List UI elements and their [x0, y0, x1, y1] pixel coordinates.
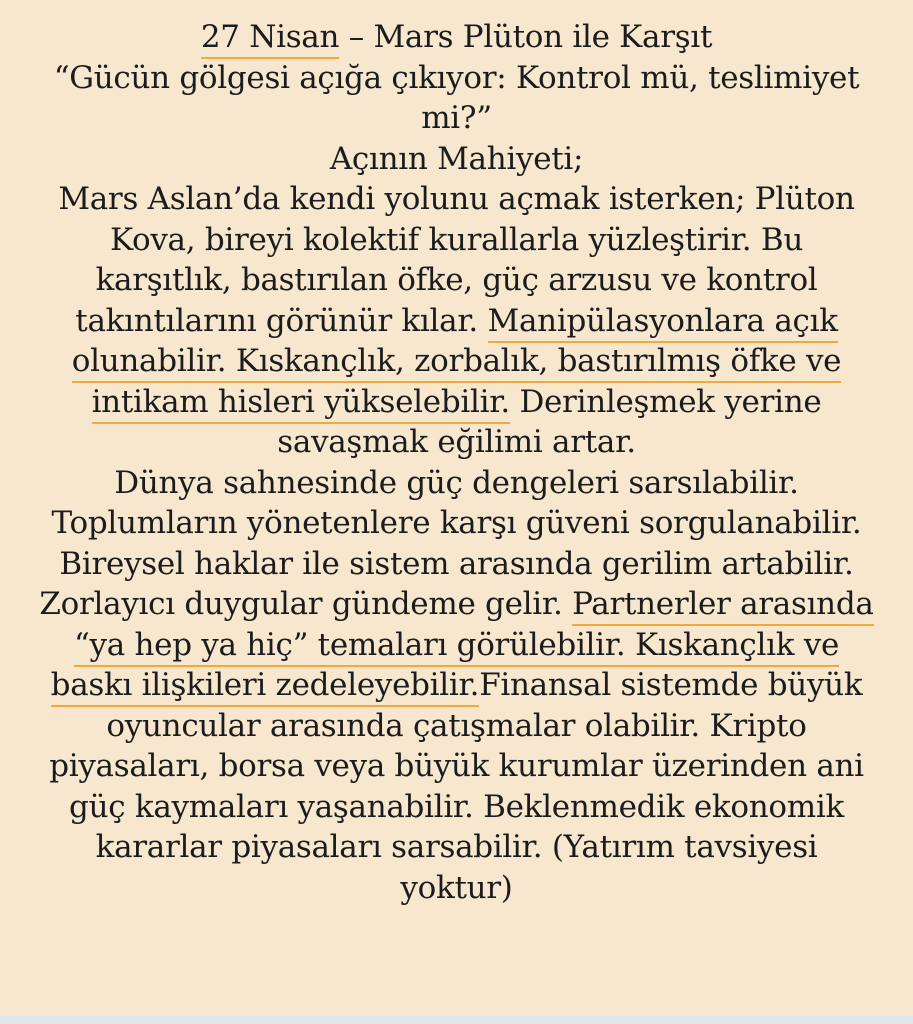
paragraph-line	[6, 584, 907, 625]
paragraph-line: karşıtlık, bastırılan öfke, güç arzusu ve kontrol	[95, 262, 818, 298]
paragraph-line	[6, 301, 907, 342]
bottom-strip	[0, 1016, 913, 1024]
highlighted-text: intikam hisleri yükselebilir.	[92, 384, 510, 424]
paragraph-line: kararlar piyasaları sarsabilir. (Yatırım tavsiyesi	[95, 829, 818, 865]
paragraph-line: yoktur)	[400, 869, 513, 906]
quote-line-1: “Gücün gölgesi açığa çıkıyor: Kontrol mü, teslimiyet	[53, 59, 860, 96]
quote-line-2: mi?”	[421, 100, 492, 136]
paragraph-line: güç kaymaları yaşanabilir. Beklenmedik ekonomik	[69, 788, 844, 825]
paragraph-line	[6, 341, 907, 382]
paragraph-line: Bireysel haklar ile sistem arasında gerilim artabilir.	[59, 545, 854, 582]
title-line	[6, 17, 907, 58]
paragraph-line: Mars Aslan’da kendi yolunu açmak isterken; Plüton	[58, 181, 855, 217]
paragraph-line	[6, 665, 907, 706]
plain-text: Derinleşmek yerine	[509, 383, 822, 420]
paragraph-line: piyasaları, borsa veya büyük kurumlar üzerinden ani	[49, 748, 864, 784]
paragraph-line: Kova, bireyi kolektif kurallarla yüzleştirir. Bu	[109, 221, 804, 258]
highlighted-text: “ya hep ya hiç” temaları görülebilir. Kıskançlık ve	[74, 627, 839, 667]
highlighted-text: baskı ilişkileri zedeleyebilir.	[51, 667, 480, 707]
plain-text: Finansal sistemde büyük	[479, 667, 863, 703]
paragraph-line: Dünya sahnesinde güç dengeleri sarsılabilir.	[114, 464, 799, 501]
paragraph-line: oyuncular arasında çatışmalar olabilir. Kripto	[106, 707, 807, 744]
title-rest: – Mars Plüton ile Karşıt	[339, 19, 713, 55]
section-heading: Açının Mahiyeti;	[329, 140, 584, 177]
highlighted-text: Partnerler arasında	[572, 586, 874, 626]
paragraph-line	[6, 382, 907, 423]
article-body	[6, 17, 907, 908]
highlighted-text: Manipülasyonlara açık	[488, 303, 838, 343]
paragraph-line: savaşmak eğilimi artar.	[277, 424, 636, 460]
plain-text: Zorlayıcı duygular gündeme gelir.	[39, 586, 573, 622]
highlighted-text: olunabilir. Kıskançlık, zorbalık, bastırılmış öfke ve	[72, 343, 841, 383]
title-date: 27 Nisan	[201, 19, 339, 59]
paragraph-line: Toplumların yönetenlere karşı güveni sorgulanabilir.	[51, 505, 862, 541]
paragraph-line	[6, 625, 907, 666]
plain-text: takıntılarını görünür kılar.	[75, 302, 488, 339]
